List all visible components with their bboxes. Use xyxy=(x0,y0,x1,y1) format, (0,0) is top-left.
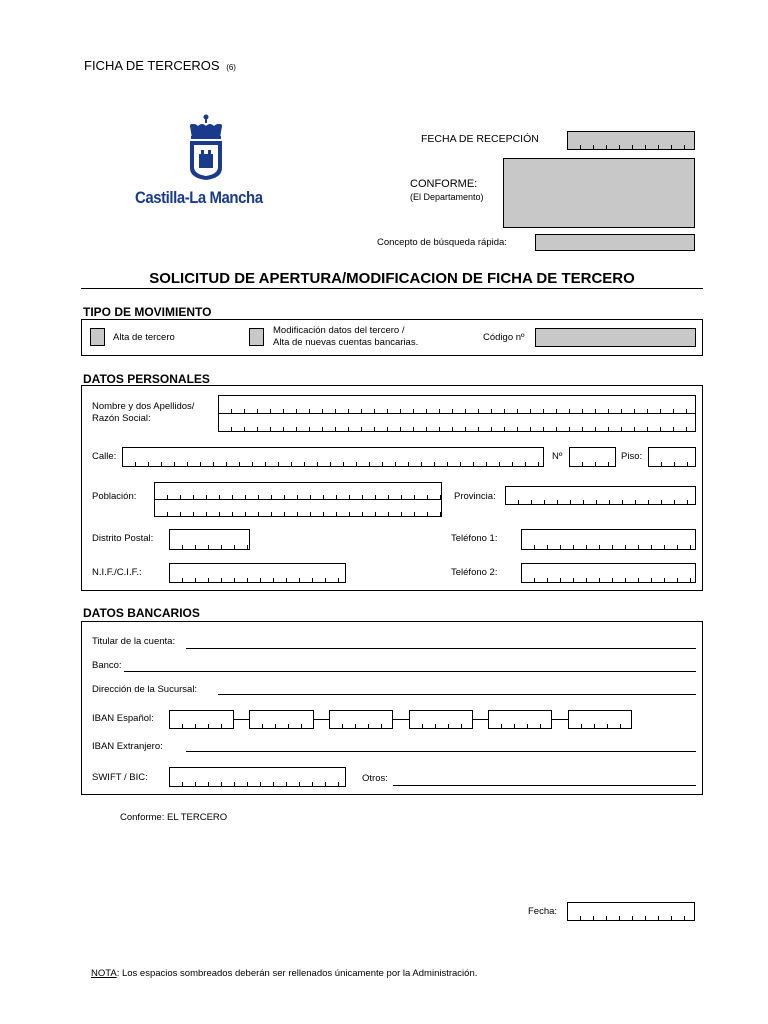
swift-field[interactable] xyxy=(169,767,346,787)
fecha-recepcion-field xyxy=(567,131,695,150)
nif-label: N.I.F./C.I.F.: xyxy=(92,567,142,578)
nombre-field-2[interactable] xyxy=(218,413,696,432)
numero-label: Nº xyxy=(552,451,563,462)
fecha-label: Fecha: xyxy=(528,906,558,917)
iban-connector-4 xyxy=(473,719,488,720)
nombre-label-1: Nombre y dos Apellidos/ xyxy=(92,401,195,412)
main-title: SOLICITUD DE APERTURA/MODIFICACION DE FICHA DE TERCERO xyxy=(149,270,635,287)
poblacion-field-2[interactable] xyxy=(154,499,442,517)
logo-text: Castilla-La Mancha xyxy=(135,188,263,207)
titular-line[interactable] xyxy=(186,648,696,649)
iban-ext-label: IBAN Extranjero: xyxy=(92,741,163,752)
distrito-field[interactable] xyxy=(169,529,250,550)
modificacion-checkbox[interactable] xyxy=(249,328,264,346)
iban-connector-1 xyxy=(234,719,249,720)
telefono1-label: Teléfono 1: xyxy=(451,533,498,544)
concepto-field xyxy=(535,234,695,251)
datos-bancarios-section xyxy=(81,621,703,795)
conforme-label: CONFORME: xyxy=(410,178,478,190)
telefono1-field[interactable] xyxy=(521,529,696,550)
title-underline xyxy=(81,288,703,289)
provincia-field[interactable] xyxy=(505,486,696,505)
modificacion-label-1: Modificación datos del tercero / xyxy=(273,325,405,336)
iban-connector-2 xyxy=(314,719,329,720)
form-title xyxy=(84,58,236,73)
iban-ext-line[interactable] xyxy=(186,751,696,752)
iban-connector-3 xyxy=(393,719,409,720)
distrito-label: Distrito Postal: xyxy=(92,533,154,544)
nombre-label-2: Razón Social: xyxy=(92,413,151,424)
otros-label: Otros: xyxy=(362,773,388,784)
departamento-label: (El Departamento) xyxy=(410,192,484,202)
fecha-field[interactable] xyxy=(567,902,695,921)
conforme-signature-box xyxy=(503,158,695,228)
direccion-line[interactable] xyxy=(218,694,696,695)
swift-label: SWIFT / BIC: xyxy=(92,772,148,783)
datos-personales-title: DATOS PERSONALES xyxy=(83,372,210,386)
tipo-movimiento-section xyxy=(81,319,703,356)
calle-field[interactable] xyxy=(122,447,544,467)
iban-es-field-2[interactable] xyxy=(249,710,314,729)
poblacion-field-1[interactable] xyxy=(154,482,442,500)
codigo-field xyxy=(535,328,696,347)
telefono2-field[interactable] xyxy=(521,563,696,583)
iban-connector-5 xyxy=(552,719,568,720)
otros-line[interactable] xyxy=(393,785,696,786)
nota xyxy=(91,968,477,979)
castilla-la-mancha-logo xyxy=(130,112,290,212)
form-number: (6) xyxy=(226,63,236,72)
tipo-movimiento-title: TIPO DE MOVIMIENTO xyxy=(83,305,212,319)
alta-label: Alta de tercero xyxy=(113,332,175,343)
alta-checkbox[interactable] xyxy=(90,328,105,346)
crown-shield-icon xyxy=(130,112,290,182)
titular-label: Titular de la cuenta: xyxy=(92,636,176,647)
banco-label: Banco: xyxy=(92,660,122,671)
iban-es-field-4[interactable] xyxy=(409,710,473,729)
nota-label: NOTA xyxy=(91,968,117,979)
datos-bancarios-title: DATOS BANCARIOS xyxy=(83,606,200,620)
fecha-recepcion-label: FECHA DE RECEPCIÓN xyxy=(421,133,539,145)
provincia-label: Provincia: xyxy=(454,491,496,502)
datos-personales-section xyxy=(81,385,703,591)
concepto-label: Concepto de búsqueda rápida: xyxy=(377,237,507,248)
iban-es-field-1[interactable] xyxy=(169,710,234,729)
poblacion-label: Población: xyxy=(92,491,137,502)
nombre-field-1[interactable] xyxy=(218,395,696,414)
piso-field[interactable] xyxy=(648,447,696,467)
iban-es-field-3[interactable] xyxy=(329,710,393,729)
banco-line[interactable] xyxy=(124,671,696,672)
nota-text: : Los espacios sombreados deberán ser rellenados únicamente por la Administración. xyxy=(116,968,478,979)
iban-es-field-5[interactable] xyxy=(488,710,552,729)
telefono2-label: Teléfono 2: xyxy=(451,567,498,578)
iban-es-field-6[interactable] xyxy=(568,710,632,729)
calle-label: Calle: xyxy=(92,451,117,462)
direccion-label: Dirección de la Sucursal: xyxy=(92,684,198,695)
nif-field[interactable] xyxy=(169,563,346,583)
piso-label: Piso: xyxy=(621,451,643,462)
iban-es-label: IBAN Español: xyxy=(92,713,154,724)
codigo-label: Código nº xyxy=(483,332,525,343)
form-title-text: FICHA DE TERCEROS xyxy=(84,58,220,73)
numero-field[interactable] xyxy=(569,447,616,467)
modificacion-label-2: Alta de nuevas cuentas bancarias. xyxy=(273,337,419,348)
conforme-tercero-label: Conforme: EL TERCERO xyxy=(120,812,228,823)
